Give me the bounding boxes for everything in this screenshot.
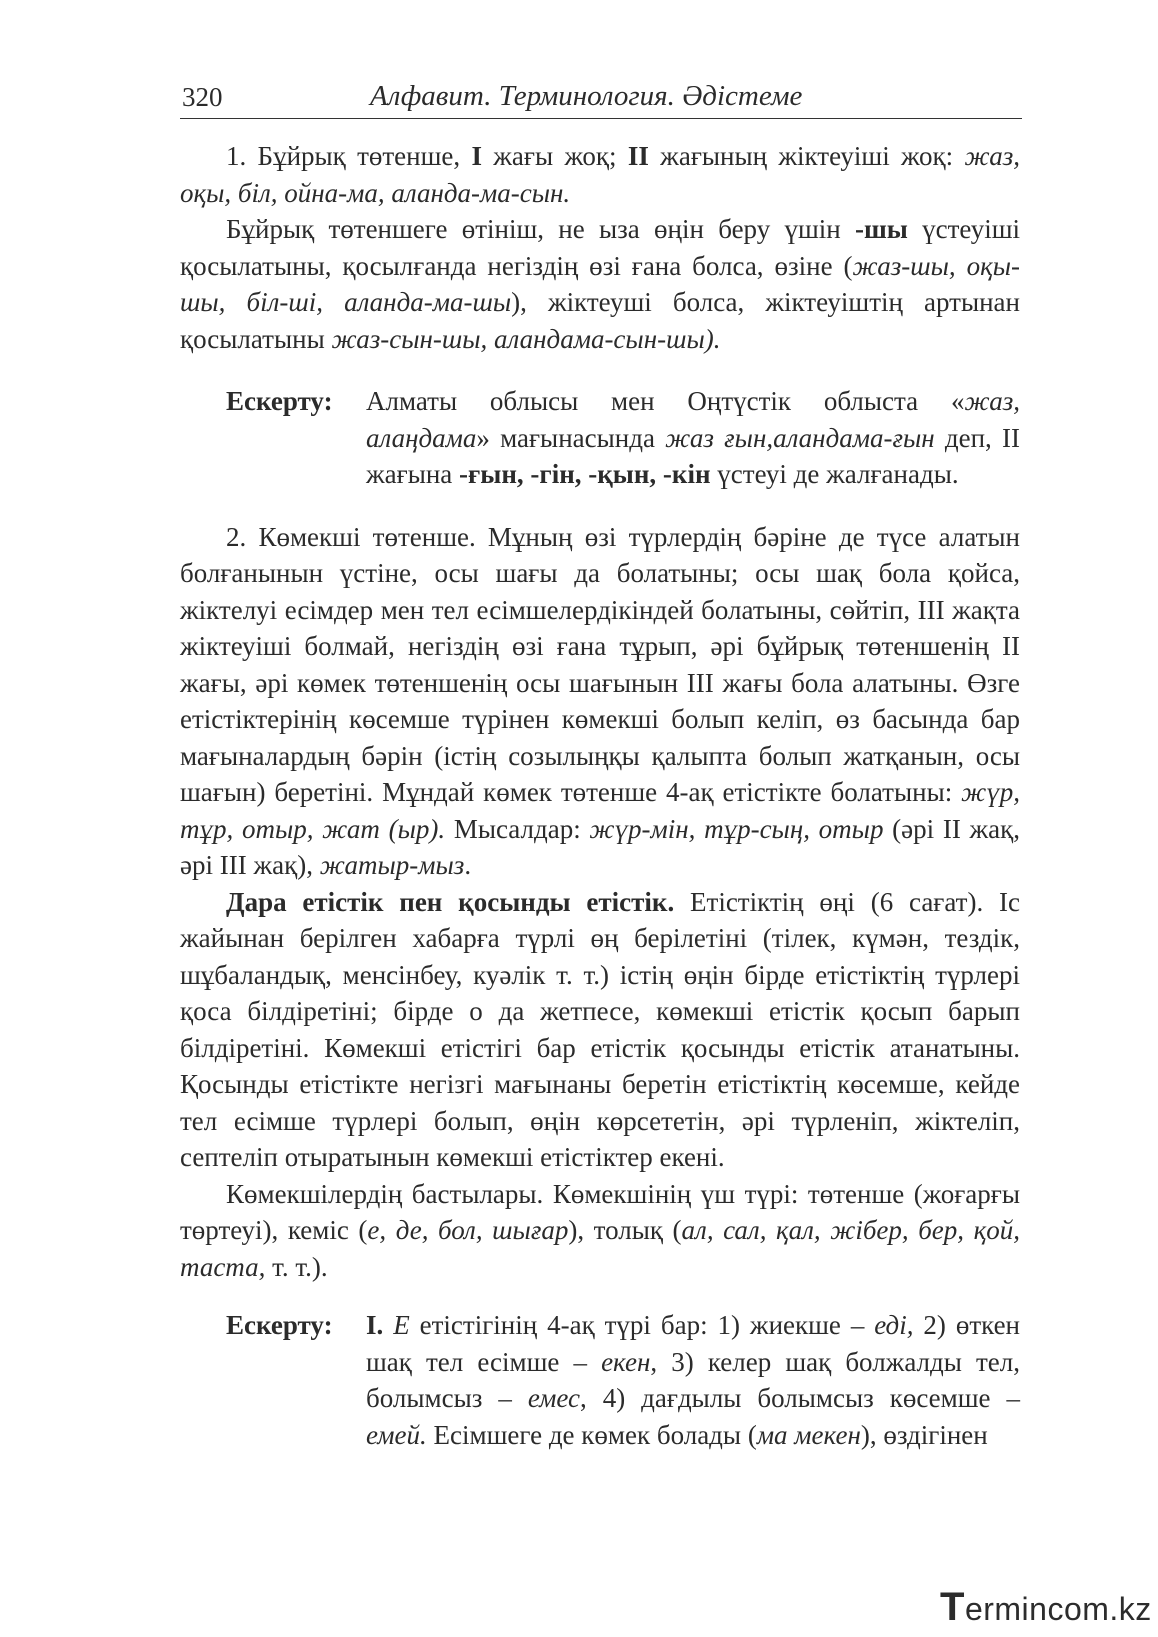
- page-number: 320: [182, 82, 223, 112]
- paragraph-4: Дара етістік пен қосынды етістік. Етістіктің өңі (6 сағат). Іс жайынан берілген хабарға түрлі өң берілетіні (тілек, күмән, тездік, шұбаландық, менсінбеу, куәлік т. т.) істің өңін бірде етістіктің түрлері қоса білдіретіні; бірде о да жетпесе, көмекші етістік қосып барып білдіретіні. Көмекші етістігі бар етістік қосынды етістік атанатыны. Қосынды етістікте негізгі мағынаны беретін етістіктің көсемше, кейде тел есімше түрлері болып, өңін көрсететін, әрі түрленіп, жіктеліп, септеліп отыратынын көмекші етістіктер екені.: [180, 886, 1020, 1172]
- note-1: [180, 383, 1020, 493]
- paragraph-3: 2. Көмекші төтенше. Мұның өзі түрлердің бәріне де түсе алатын болғанынын үстіне, осы шағы да болатыны; осы шақ бола қойса, жіктелуі есімдер мен тел есімшелердікіндей болатыны, сөйтіп, III жақта жіктеуіші болмай, негіздің өзі ғана тұрып, әрі бұйрық төтеншенің II жағы, әрі көмек төтеншенің осы шағынын III жағы бола алатыны. Өзге етістіктерінің көсемше түрінен көмекші болып келіп, өз басында бар мағыналардың бәрін (істің созылыңқы қалыпта болып жатқанын, осы шағын) беретіні. Мұндай көмек төтенше 4-ақ етістікте болатыны: жүр, тұр, отыр, жат (ыр). Мысалдар: жүр-мін, тұр-сың, отыр (әрі II жақ, әрі III жақ), жатыр-мыз.: [180, 521, 1021, 880]
- running-title: Алфавит. Терминология. Әдістеме: [370, 80, 803, 112]
- page-header: [180, 78, 1022, 119]
- note-label: Ескерту:: [226, 1310, 333, 1340]
- paragraph-2: Бұйрық төтеншеге өтініш, не ыза өңін беру үшін -шы үстеуіші қосылатыны, қосылғанда негіздің өзі ғана болса, өзіне (жаз-шы, оқы-шы, біл-ші, аланда-ма-шы), жіктеуші болса, жіктеуіштің артынан қосылатыны жаз-сын-шы, аландама-сын-шы).: [180, 214, 1020, 354]
- note-body: І. Е етістігінің 4-ақ түрі бар: 1) жиекше – еді, 2) өткен шақ тел есімше – екен, 3) келер шақ болжалды тел, болымсыз – емес, 4) дағдылы болымсыз көсемше – емей. Есімшеге де көмек болады (ма мекен), өздігінен: [366, 1310, 1021, 1450]
- page-content: [180, 138, 1020, 1453]
- paragraph-1: 1. Бұйрық төтенше, I жағы жоқ; II жағының жіктеуіші жоқ: жаз, оқы, біл, ойна-ма, аланда-ма-сын.: [180, 141, 1020, 208]
- site-watermark: Termincom.kz: [940, 1585, 1152, 1629]
- note-2: [180, 1307, 1020, 1453]
- note-label: Ескерту:: [226, 386, 333, 416]
- note-body: Алматы облысы мен Оңтүстік облыста «жаз, алаңдама» мағынасында жаз ғын,аландама-ғын деп, II жағына -ғын, -гін, -қын, -кін үстеуі де жалғанады.: [366, 386, 1020, 489]
- paragraph-5: Көмекшілердің бастылары. Көмекшінің үш түрі: төтенше (жоғарғы төртеуі), кеміс (е, де, бол, шығар), толық (ал, сал, қал, жібер, бер, қой, таста, т. т.).: [180, 1178, 1020, 1282]
